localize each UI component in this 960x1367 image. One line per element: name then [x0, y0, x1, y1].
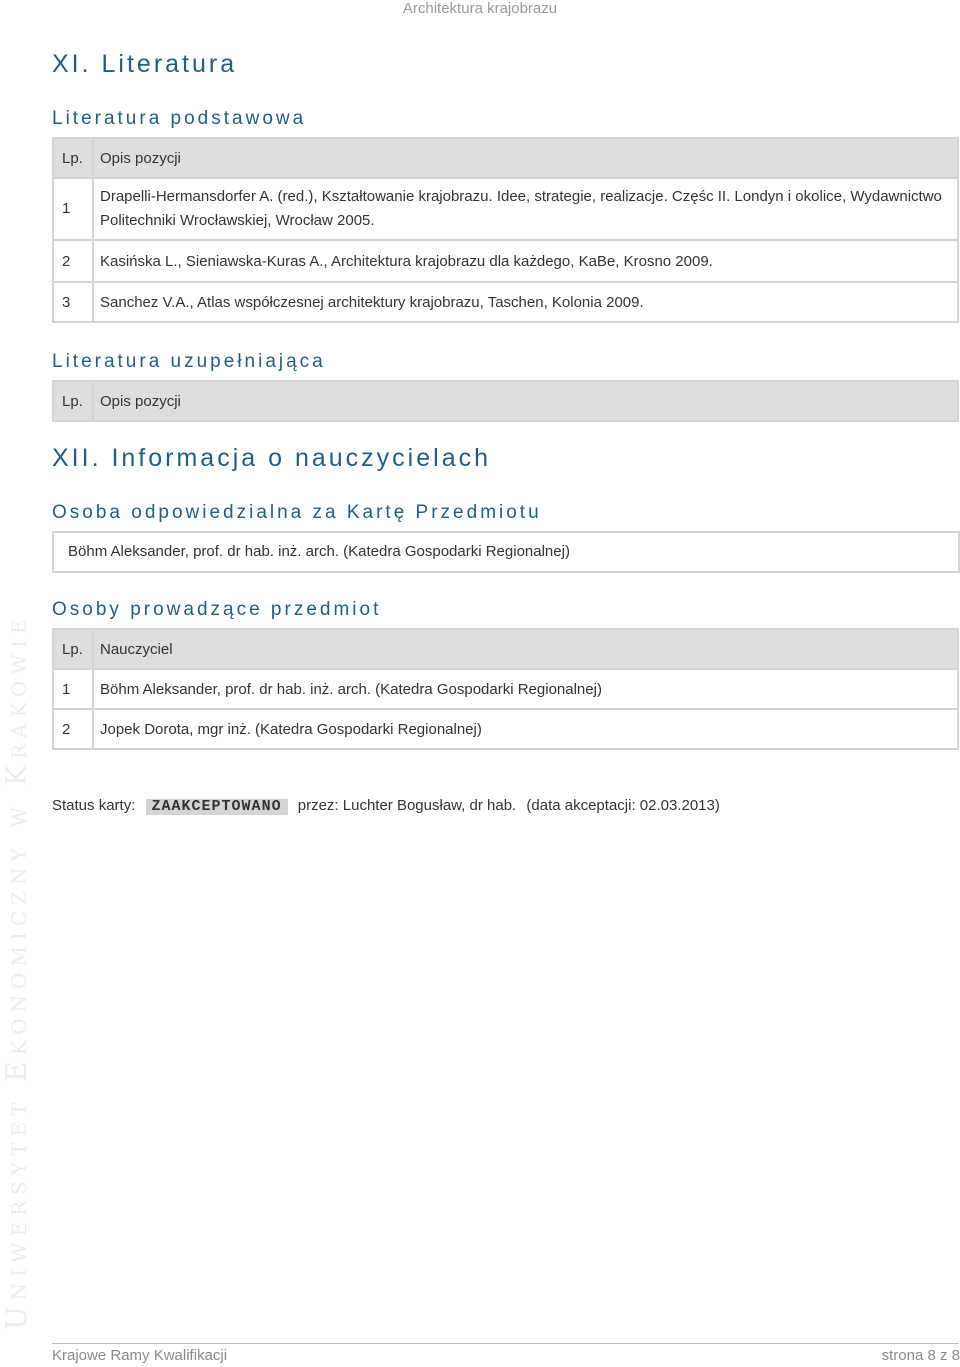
table-row [53, 709, 958, 749]
table-header-row [53, 381, 958, 421]
status-badge: ZAAKCEPTOWANO [146, 799, 288, 815]
heading-literatura-uzupelniajaca: Literatura uzupełniająca [52, 351, 326, 372]
row-teacher: Böhm Aleksander, prof. dr hab. inż. arch. (Katedra Gospodarki Regionalnej) [93, 669, 958, 709]
page-number: strona 8 z 8 [881, 1347, 960, 1364]
row-lp: 3 [53, 282, 93, 322]
row-lp: 2 [53, 709, 93, 749]
table-row [53, 240, 958, 282]
table-row [53, 282, 958, 322]
status-label: Status karty: [52, 797, 136, 814]
col-header-nauczyciel: Nauczyciel [93, 629, 958, 669]
basic-literature-table [52, 137, 959, 323]
table-row [53, 669, 958, 709]
col-header-lp: Lp. [53, 381, 93, 421]
table-row [53, 178, 958, 240]
col-header-lp: Lp. [53, 138, 93, 178]
row-description: Drapelli-Hermansdorfer A. (red.), Kształtowanie krajobrazu. Idee, strategie, realizacje. Częśc II. Londyn i okolice, Wydawnictwo Politechniki Wrocławskiej, Wrocław 2005. [93, 178, 958, 240]
heading-literatura-podstawowa: Literatura podstawowa [52, 108, 307, 129]
footer-divider [52, 1343, 959, 1344]
row-lp: 2 [53, 240, 93, 282]
col-header-lp: Lp. [53, 629, 93, 669]
section-title-nauczyciele: XII. Informacja o nauczycielach [52, 444, 491, 472]
table-header-row [53, 629, 958, 669]
university-watermark: Uniwersytet Ekonomiczny w Krakowie [0, 613, 33, 1330]
row-description: Sanchez V.A., Atlas współczesnej architektury krajobrazu, Taschen, Kolonia 2009. [93, 282, 958, 322]
col-header-opis: Opis pozycji [93, 138, 958, 178]
section-title-literatura: XI. Literatura [52, 50, 238, 78]
col-header-opis: Opis pozycji [93, 381, 958, 421]
status-date: (data akceptacji: 02.03.2013) [526, 797, 720, 814]
supplementary-literature-table [52, 380, 959, 422]
running-title: Architektura krajobrazu [402, 0, 558, 17]
responsible-person-box: Böhm Aleksander, prof. dr hab. inż. arch. (Katedra Gospodarki Regionalnej) [52, 531, 960, 573]
heading-osoba-odpowiedzialna: Osoba odpowiedzialna za Kartę Przedmiotu [52, 502, 542, 523]
card-status-line [52, 795, 720, 817]
row-teacher: Jopek Dorota, mgr inż. (Katedra Gospodarki Regionalnej) [93, 709, 958, 749]
footer-left: Krajowe Ramy Kwalifikacji [52, 1347, 228, 1364]
row-description: Kasińska L., Sieniawska-Kuras A., Architektura krajobrazu dla każdego, KaBe, Krosno 2009. [93, 240, 958, 282]
heading-osoby-prowadzace: Osoby prowadzące przedmiot [52, 599, 382, 620]
row-lp: 1 [53, 669, 93, 709]
row-lp: 1 [53, 178, 93, 240]
teachers-table [52, 628, 959, 750]
table-header-row [53, 138, 958, 178]
status-approved-by: przez: Luchter Bogusław, dr hab. [297, 797, 517, 814]
